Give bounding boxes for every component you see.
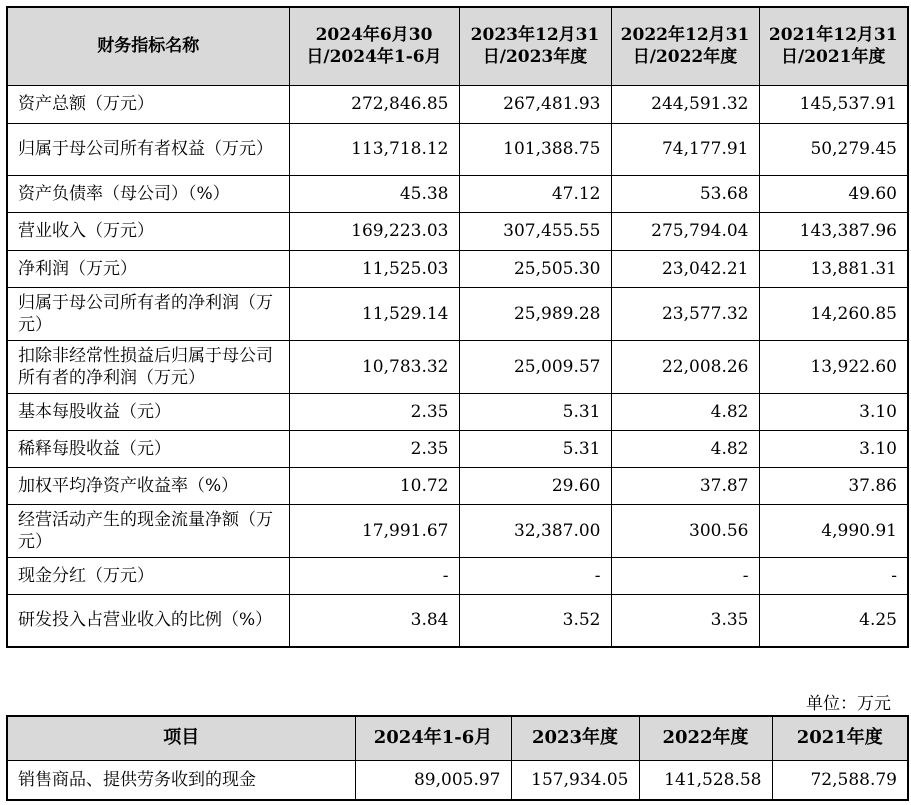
cell-value: 300.56 bbox=[611, 504, 759, 557]
cell-value: 5.31 bbox=[459, 393, 611, 430]
table-row bbox=[7, 393, 908, 430]
cell-value: 29.60 bbox=[459, 467, 611, 504]
header-cell: 项目 bbox=[7, 716, 355, 760]
row-label: 资产负债率（母公司）（%） bbox=[7, 175, 289, 212]
cell-value: 49.60 bbox=[759, 175, 908, 212]
unit-label: 单位：万元 bbox=[806, 694, 891, 714]
table-row bbox=[7, 340, 908, 393]
cell-value: 22,008.26 bbox=[611, 340, 759, 393]
header-cell: 2024年6月30日/2024年1-6月 bbox=[289, 7, 459, 85]
cell-value: 143,387.96 bbox=[759, 212, 908, 250]
row-label: 基本每股收益（元） bbox=[7, 393, 289, 430]
cell-value: 45.38 bbox=[289, 175, 459, 212]
cell-value: 47.12 bbox=[459, 175, 611, 212]
row-label: 研发投入占营业收入的比例（%） bbox=[7, 594, 289, 647]
cell-value: 23,042.21 bbox=[611, 250, 759, 287]
cell-value: 275,794.04 bbox=[611, 212, 759, 250]
cell-value: 37.87 bbox=[611, 467, 759, 504]
table-row bbox=[7, 430, 908, 467]
table-header-row bbox=[7, 716, 908, 760]
row-label: 归属于母公司所有者的净利润（万元） bbox=[7, 287, 289, 340]
cell-value: 13,922.60 bbox=[759, 340, 908, 393]
cell-value: 272,846.85 bbox=[289, 85, 459, 123]
cell-value: 101,388.75 bbox=[459, 123, 611, 175]
header-cell: 2023年度 bbox=[511, 716, 639, 760]
header-cell: 财务指标名称 bbox=[7, 7, 289, 85]
cell-value: 37.86 bbox=[759, 467, 908, 504]
row-label: 销售商品、提供劳务收到的现金 bbox=[7, 760, 355, 800]
cell-value: 5.31 bbox=[459, 430, 611, 467]
cell-value: - bbox=[289, 557, 459, 594]
row-label: 资产总额（万元） bbox=[7, 85, 289, 123]
cell-value: 3.52 bbox=[459, 594, 611, 647]
row-label: 净利润（万元） bbox=[7, 250, 289, 287]
table-row bbox=[7, 760, 908, 800]
cell-value: 4,990.91 bbox=[759, 504, 908, 557]
header-cell: 2023年12月31日/2023年度 bbox=[459, 7, 611, 85]
cell-value: 3.10 bbox=[759, 430, 908, 467]
cell-value: 89,005.97 bbox=[355, 760, 511, 800]
cell-value: 17,991.67 bbox=[289, 504, 459, 557]
cell-value: 3.10 bbox=[759, 393, 908, 430]
row-label: 归属于母公司所有者权益（万元） bbox=[7, 123, 289, 175]
cell-value: 25,989.28 bbox=[459, 287, 611, 340]
cell-value: 141,528.58 bbox=[639, 760, 772, 800]
cell-value: 72,588.79 bbox=[772, 760, 908, 800]
financial-indicators-table bbox=[6, 6, 909, 648]
cell-value: 74,177.91 bbox=[611, 123, 759, 175]
cash-flow-table bbox=[6, 715, 909, 801]
cell-value: 145,537.91 bbox=[759, 85, 908, 123]
cell-value: 113,718.12 bbox=[289, 123, 459, 175]
table-row bbox=[7, 175, 908, 212]
cell-value: 169,223.03 bbox=[289, 212, 459, 250]
cell-value: 3.84 bbox=[289, 594, 459, 647]
row-label: 现金分红（万元） bbox=[7, 557, 289, 594]
cell-value: 25,009.57 bbox=[459, 340, 611, 393]
cell-value: 25,505.30 bbox=[459, 250, 611, 287]
row-label: 经营活动产生的现金流量净额（万元） bbox=[7, 504, 289, 557]
table-row bbox=[7, 85, 908, 123]
cell-value: 4.82 bbox=[611, 430, 759, 467]
table-row bbox=[7, 504, 908, 557]
cell-value: 2.35 bbox=[289, 393, 459, 430]
header-cell: 2024年1-6月 bbox=[355, 716, 511, 760]
row-label: 稀释每股收益（元） bbox=[7, 430, 289, 467]
cell-value: 10,783.32 bbox=[289, 340, 459, 393]
table-row bbox=[7, 250, 908, 287]
cell-value: 11,525.03 bbox=[289, 250, 459, 287]
cell-value: 53.68 bbox=[611, 175, 759, 212]
table-row bbox=[7, 467, 908, 504]
cell-value: 4.82 bbox=[611, 393, 759, 430]
row-label: 扣除非经常性损益后归属于母公司所有者的净利润（万元） bbox=[7, 340, 289, 393]
header-cell: 2021年度 bbox=[772, 716, 908, 760]
cell-value: 267,481.93 bbox=[459, 85, 611, 123]
header-cell: 2021年12月31日/2021年度 bbox=[759, 7, 908, 85]
cell-value: 244,591.32 bbox=[611, 85, 759, 123]
cell-value: 307,455.55 bbox=[459, 212, 611, 250]
cell-value: - bbox=[459, 557, 611, 594]
header-cell: 2022年度 bbox=[639, 716, 772, 760]
cell-value: 157,934.05 bbox=[511, 760, 639, 800]
cell-value: 10.72 bbox=[289, 467, 459, 504]
cell-value: 14,260.85 bbox=[759, 287, 908, 340]
cell-value: 4.25 bbox=[759, 594, 908, 647]
cell-value: 32,387.00 bbox=[459, 504, 611, 557]
cell-value: 3.35 bbox=[611, 594, 759, 647]
table-row bbox=[7, 557, 908, 594]
table-row bbox=[7, 123, 908, 175]
table-header-row bbox=[7, 7, 908, 85]
cell-value: 13,881.31 bbox=[759, 250, 908, 287]
cell-value: 11,529.14 bbox=[289, 287, 459, 340]
row-label: 营业收入（万元） bbox=[7, 212, 289, 250]
cell-value: 50,279.45 bbox=[759, 123, 908, 175]
table-row bbox=[7, 287, 908, 340]
cell-value: - bbox=[759, 557, 908, 594]
cell-value: 23,577.32 bbox=[611, 287, 759, 340]
table-row bbox=[7, 594, 908, 647]
table-row bbox=[7, 212, 908, 250]
cell-value: 2.35 bbox=[289, 430, 459, 467]
row-label: 加权平均净资产收益率（%） bbox=[7, 467, 289, 504]
header-cell: 2022年12月31日/2022年度 bbox=[611, 7, 759, 85]
cell-value: - bbox=[611, 557, 759, 594]
